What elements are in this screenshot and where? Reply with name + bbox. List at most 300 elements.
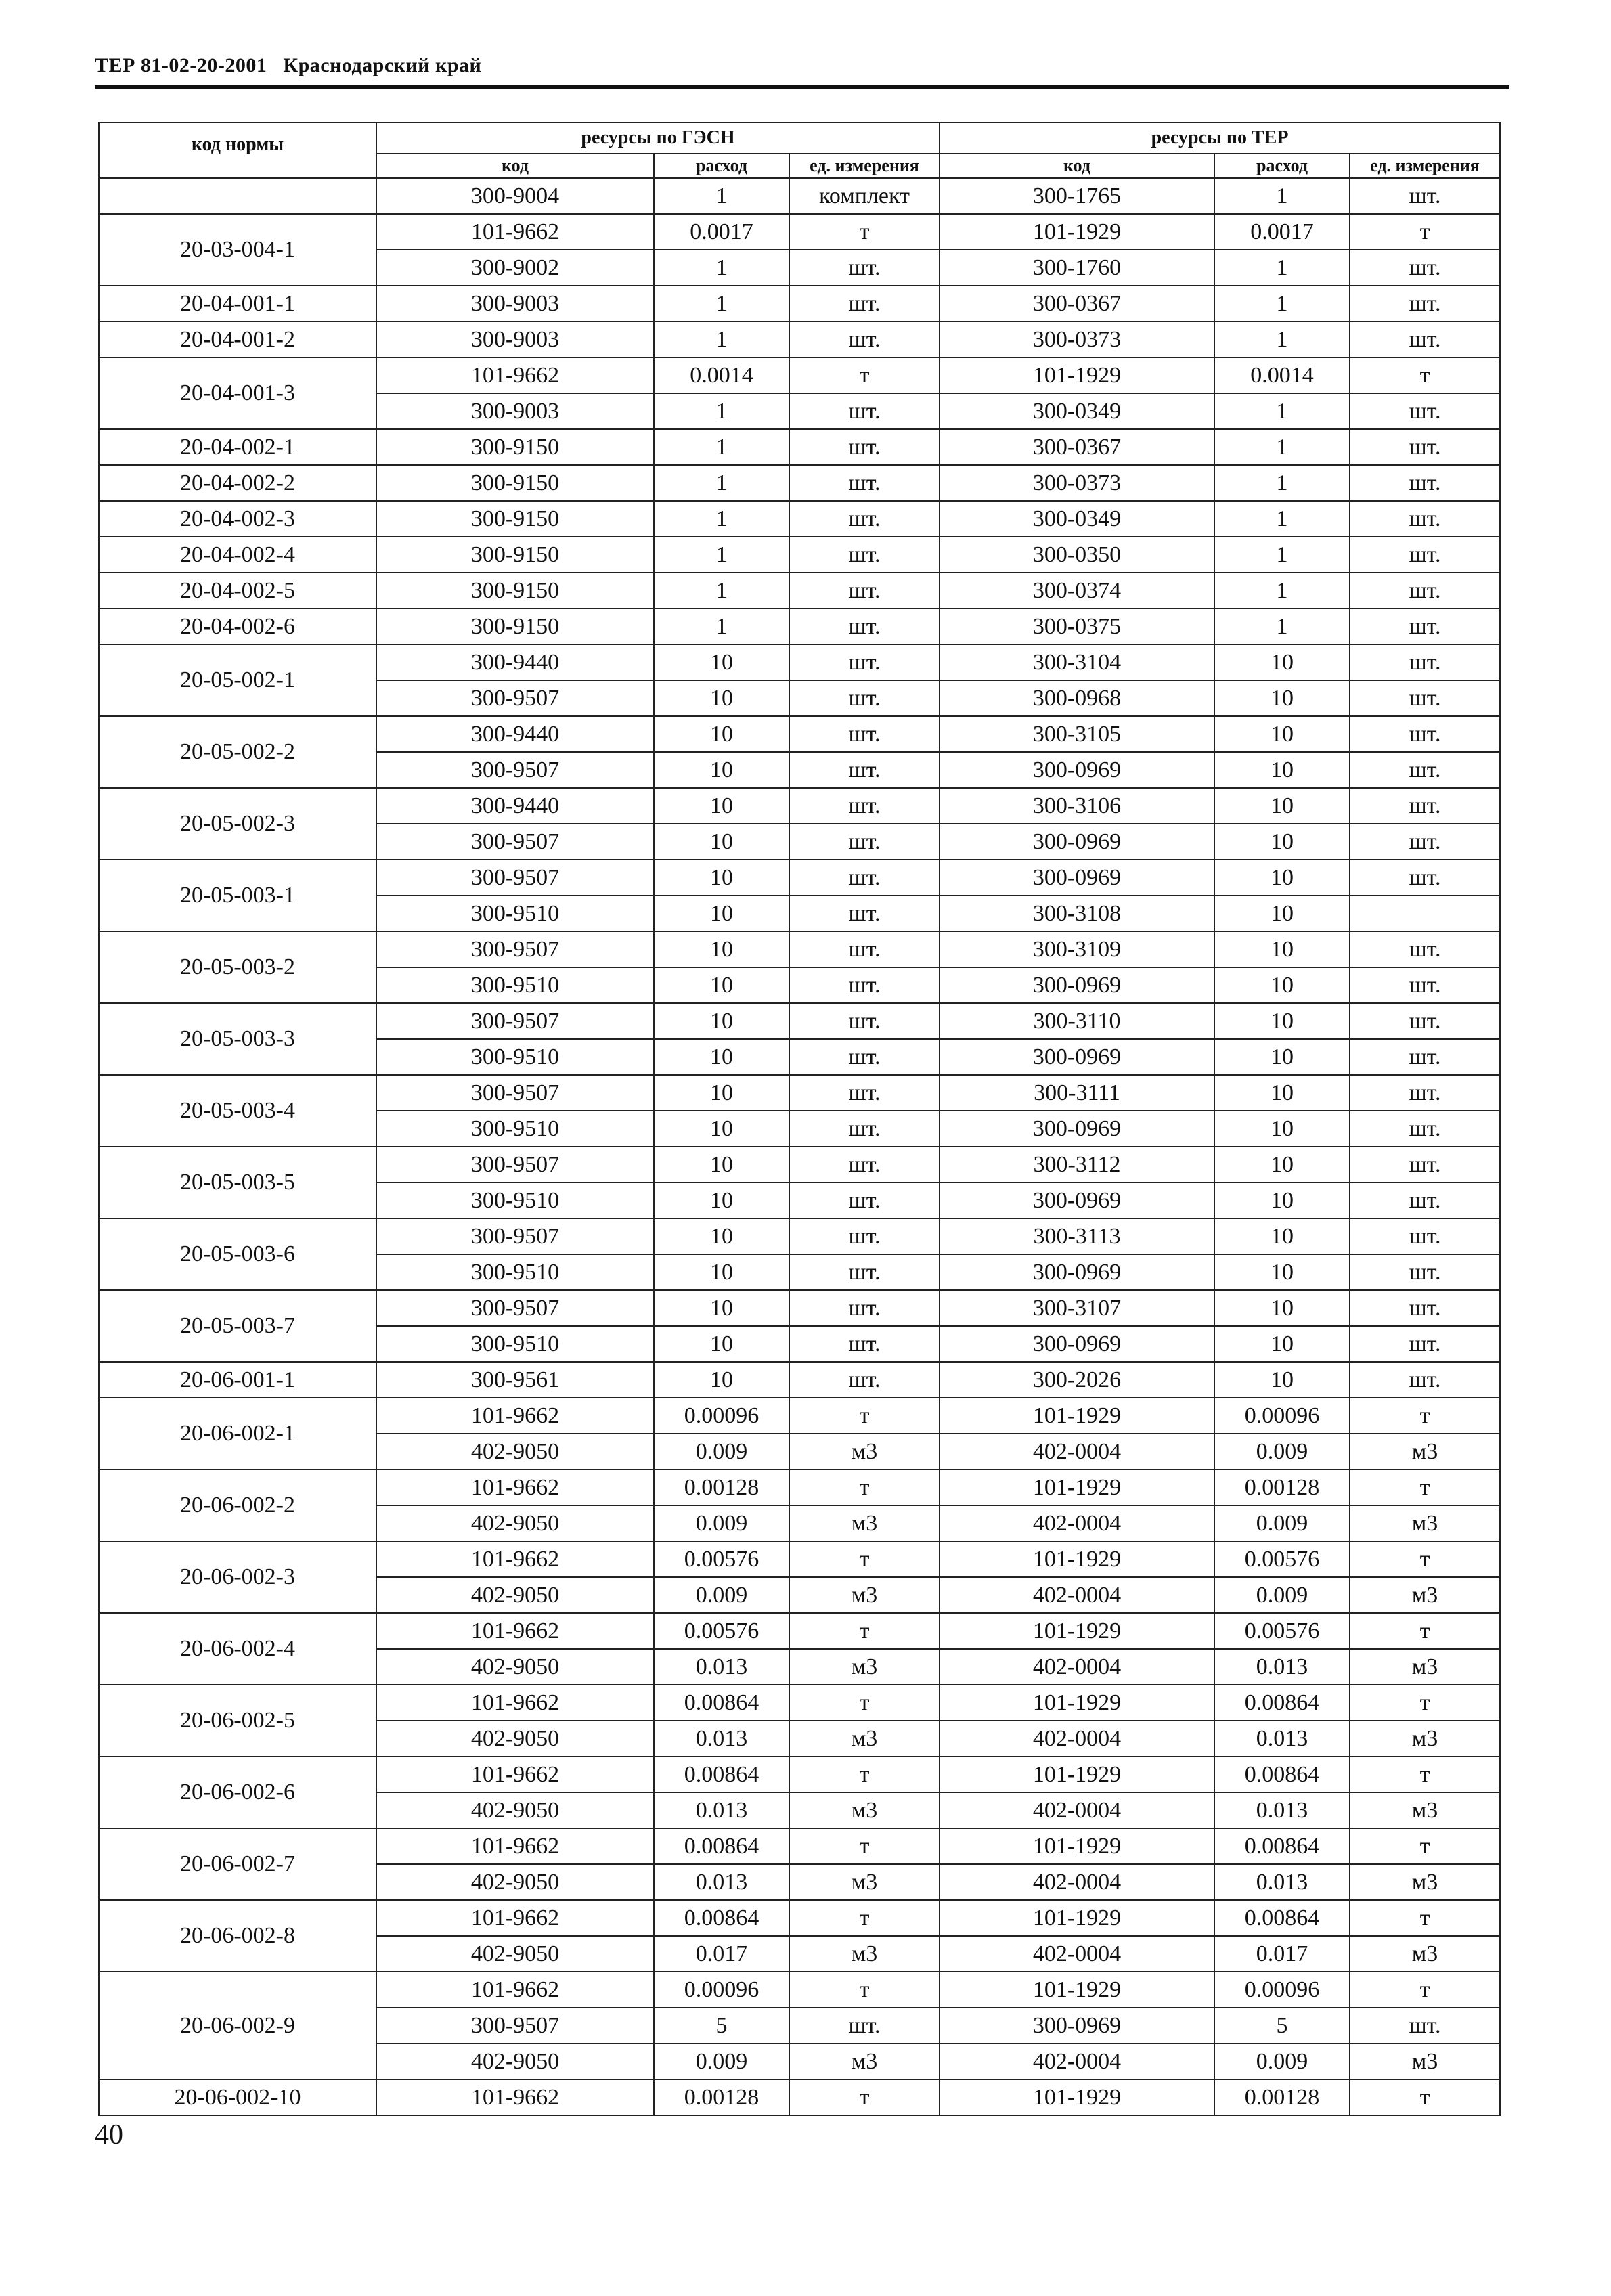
ter-code-cell: 101-1929 xyxy=(940,1470,1214,1505)
ter-unit-cell: шт. xyxy=(1350,824,1500,860)
ter-code-cell: 300-0969 xyxy=(940,1111,1214,1147)
ter-rate-cell: 1 xyxy=(1214,178,1350,214)
gesn-code-cell: 101-9662 xyxy=(376,1541,654,1577)
gesn-rate-cell: 10 xyxy=(654,788,789,824)
gesn-rate-cell: 0.009 xyxy=(654,2044,789,2079)
gesn-unit-cell: т xyxy=(789,1757,940,1792)
ter-code-cell: 402-0004 xyxy=(940,1649,1214,1685)
ter-unit-cell: шт. xyxy=(1350,465,1500,501)
ter-code-cell: 300-0375 xyxy=(940,609,1214,644)
ter-code-cell: 101-1929 xyxy=(940,1613,1214,1649)
norm-code-cell: 20-05-002-2 xyxy=(99,716,376,788)
gesn-rate-cell: 10 xyxy=(654,824,789,860)
ter-code-cell: 402-0004 xyxy=(940,2044,1214,2079)
gesn-rate-cell: 0.013 xyxy=(654,1792,789,1828)
ter-code-cell: 402-0004 xyxy=(940,1864,1214,1900)
gesn-code-cell: 300-9003 xyxy=(376,393,654,429)
gesn-rate-cell: 10 xyxy=(654,1254,789,1290)
ter-rate-header: расход xyxy=(1214,154,1350,178)
ter-rate-cell: 0.00864 xyxy=(1214,1900,1350,1936)
gesn-rate-cell: 0.00128 xyxy=(654,1470,789,1505)
ter-rate-cell: 10 xyxy=(1214,860,1350,896)
ter-unit-cell: м3 xyxy=(1350,1792,1500,1828)
norm-code-cell: 20-06-002-3 xyxy=(99,1541,376,1613)
gesn-rate-cell: 0.00096 xyxy=(654,1972,789,2008)
gesn-unit-cell: т xyxy=(789,1470,940,1505)
table-row xyxy=(99,1147,1500,1183)
table-row xyxy=(99,1398,1500,1434)
gesn-unit-cell: шт. xyxy=(789,931,940,967)
ter-code-cell: 101-1929 xyxy=(940,1828,1214,1864)
ter-unit-cell: шт. xyxy=(1350,1290,1500,1326)
gesn-code-cell: 101-9662 xyxy=(376,1757,654,1792)
gesn-code-cell: 300-9150 xyxy=(376,429,654,465)
gesn-rate-cell: 0.0014 xyxy=(654,357,789,393)
gesn-code-cell: 300-9150 xyxy=(376,537,654,573)
gesn-rate-cell: 1 xyxy=(654,393,789,429)
ter-unit-cell: шт. xyxy=(1350,1147,1500,1183)
gesn-unit-cell: т xyxy=(789,2079,940,2115)
gesn-unit-cell: шт. xyxy=(789,250,940,286)
ter-code-cell: 300-0969 xyxy=(940,2008,1214,2044)
table-row xyxy=(99,357,1500,393)
ter-code-cell: 300-0350 xyxy=(940,537,1214,573)
gesn-unit-cell: шт. xyxy=(789,788,940,824)
gesn-rate-cell: 1 xyxy=(654,178,789,214)
ter-code-cell: 300-0969 xyxy=(940,752,1214,788)
gesn-rate-cell: 0.013 xyxy=(654,1864,789,1900)
gesn-rate-cell: 0.017 xyxy=(654,1936,789,1972)
ter-rate-cell: 1 xyxy=(1214,393,1350,429)
ter-group-header: ресурсы по ТЕР xyxy=(940,123,1500,154)
ter-code-cell: 300-3106 xyxy=(940,788,1214,824)
table-row xyxy=(99,178,1500,214)
gesn-unit-cell: т xyxy=(789,1613,940,1649)
table-row xyxy=(99,1218,1500,1254)
gesn-rate-cell: 10 xyxy=(654,680,789,716)
gesn-code-cell: 101-9662 xyxy=(376,1613,654,1649)
gesn-code-cell: 300-9440 xyxy=(376,644,654,680)
gesn-code-header: код xyxy=(376,154,654,178)
norm-code-cell: 20-04-001-2 xyxy=(99,322,376,357)
gesn-rate-cell: 10 xyxy=(654,1111,789,1147)
ter-rate-cell: 0.017 xyxy=(1214,1936,1350,1972)
ter-unit-cell: м3 xyxy=(1350,1936,1500,1972)
ter-unit-cell xyxy=(1350,896,1500,931)
gesn-code-cell: 300-9004 xyxy=(376,178,654,214)
page-number: 40 xyxy=(95,2119,123,2150)
ter-rate-cell: 0.00864 xyxy=(1214,1757,1350,1792)
gesn-unit-cell: шт. xyxy=(789,752,940,788)
gesn-code-cell: 300-9507 xyxy=(376,1003,654,1039)
ter-unit-cell: т xyxy=(1350,357,1500,393)
ter-unit-cell: шт. xyxy=(1350,178,1500,214)
ter-unit-cell: м3 xyxy=(1350,1577,1500,1613)
ter-unit-cell: шт. xyxy=(1350,1362,1500,1398)
gesn-rate-cell: 1 xyxy=(654,250,789,286)
gesn-code-cell: 402-9050 xyxy=(376,1721,654,1757)
gesn-unit-cell: шт. xyxy=(789,465,940,501)
ter-unit-cell: шт. xyxy=(1350,680,1500,716)
gesn-code-cell: 402-9050 xyxy=(376,1505,654,1541)
gesn-rate-cell: 10 xyxy=(654,1326,789,1362)
ter-code-cell: 101-1929 xyxy=(940,1972,1214,2008)
gesn-rate-cell: 10 xyxy=(654,1003,789,1039)
norm-code-cell: 20-05-003-5 xyxy=(99,1147,376,1218)
ter-unit-cell: т xyxy=(1350,1757,1500,1792)
gesn-rate-cell: 0.009 xyxy=(654,1577,789,1613)
gesn-unit-cell: т xyxy=(789,1541,940,1577)
ter-code-cell: 300-0969 xyxy=(940,1326,1214,1362)
gesn-unit-cell: м3 xyxy=(789,2044,940,2079)
norm-code-header: код нормы xyxy=(99,123,376,178)
norm-code-cell: 20-05-003-4 xyxy=(99,1075,376,1147)
ter-unit-cell: м3 xyxy=(1350,1434,1500,1470)
gesn-unit-cell: шт. xyxy=(789,644,940,680)
gesn-unit-cell: шт. xyxy=(789,1111,940,1147)
gesn-rate-cell: 1 xyxy=(654,501,789,537)
table-row xyxy=(99,1075,1500,1111)
ter-code-cell: 300-3111 xyxy=(940,1075,1214,1111)
gesn-rate-cell: 0.013 xyxy=(654,1721,789,1757)
norm-code-cell: 20-05-003-6 xyxy=(99,1218,376,1290)
gesn-unit-cell: шт. xyxy=(789,1362,940,1398)
ter-rate-cell: 1 xyxy=(1214,573,1350,609)
norm-code-cell: 20-06-002-10 xyxy=(99,2079,376,2115)
ter-code-cell: 300-0373 xyxy=(940,465,1214,501)
table-row xyxy=(99,1613,1500,1649)
norm-code-cell: 20-05-003-2 xyxy=(99,931,376,1003)
ter-unit-cell: т xyxy=(1350,1900,1500,1936)
gesn-rate-cell: 10 xyxy=(654,716,789,752)
gesn-unit-cell: шт. xyxy=(789,680,940,716)
gesn-code-cell: 300-9150 xyxy=(376,609,654,644)
gesn-code-cell: 101-9662 xyxy=(376,214,654,250)
ter-rate-cell: 0.009 xyxy=(1214,1434,1350,1470)
gesn-rate-cell: 0.013 xyxy=(654,1649,789,1685)
ter-rate-cell: 1 xyxy=(1214,537,1350,573)
ter-rate-cell: 10 xyxy=(1214,1362,1350,1398)
gesn-rate-cell: 0.0017 xyxy=(654,214,789,250)
ter-unit-cell: шт. xyxy=(1350,752,1500,788)
gesn-unit-cell: м3 xyxy=(789,1434,940,1470)
ter-rate-cell: 5 xyxy=(1214,2008,1350,2044)
norm-code-cell: 20-05-003-3 xyxy=(99,1003,376,1075)
ter-rate-cell: 10 xyxy=(1214,1147,1350,1183)
ter-code-cell: 101-1929 xyxy=(940,1685,1214,1721)
table-row xyxy=(99,716,1500,752)
table-row xyxy=(99,429,1500,465)
ter-rate-cell: 0.00128 xyxy=(1214,1470,1350,1505)
ter-code-cell: 300-3108 xyxy=(940,896,1214,931)
gesn-rate-cell: 1 xyxy=(654,609,789,644)
ter-code-cell: 101-1929 xyxy=(940,214,1214,250)
norm-code-cell xyxy=(99,178,376,214)
norm-code-cell: 20-05-003-1 xyxy=(99,860,376,931)
ter-code-cell: 402-0004 xyxy=(940,1577,1214,1613)
gesn-unit-cell: шт. xyxy=(789,1075,940,1111)
ter-rate-cell: 0.00096 xyxy=(1214,1972,1350,2008)
ter-unit-cell: шт. xyxy=(1350,609,1500,644)
ter-unit-cell: шт. xyxy=(1350,1254,1500,1290)
gesn-unit-cell: т xyxy=(789,1828,940,1864)
gesn-code-cell: 300-9510 xyxy=(376,1183,654,1218)
gesn-unit-cell: м3 xyxy=(789,1721,940,1757)
norm-code-cell: 20-06-002-5 xyxy=(99,1685,376,1757)
gesn-unit-cell: шт. xyxy=(789,1218,940,1254)
gesn-code-cell: 300-9510 xyxy=(376,896,654,931)
table-row xyxy=(99,1757,1500,1792)
gesn-unit-cell: т xyxy=(789,1900,940,1936)
table-row xyxy=(99,2079,1500,2115)
norm-code-cell: 20-04-002-6 xyxy=(99,609,376,644)
ter-code-cell: 300-3105 xyxy=(940,716,1214,752)
gesn-code-cell: 300-9003 xyxy=(376,286,654,322)
ter-rate-cell: 0.013 xyxy=(1214,1864,1350,1900)
norm-code-cell: 20-06-002-1 xyxy=(99,1398,376,1470)
ter-code-cell: 101-1929 xyxy=(940,1398,1214,1434)
gesn-unit-cell: шт. xyxy=(789,429,940,465)
gesn-unit-cell: шт. xyxy=(789,1290,940,1326)
gesn-code-cell: 101-9662 xyxy=(376,1685,654,1721)
ter-code-cell: 300-0969 xyxy=(940,860,1214,896)
ter-code-cell: 300-0969 xyxy=(940,967,1214,1003)
table-row xyxy=(99,573,1500,609)
ter-unit-cell: шт. xyxy=(1350,1183,1500,1218)
gesn-code-cell: 300-9507 xyxy=(376,1290,654,1326)
table-row xyxy=(99,644,1500,680)
gesn-code-cell: 300-9150 xyxy=(376,501,654,537)
gesn-code-cell: 402-9050 xyxy=(376,2044,654,2079)
gesn-code-cell: 300-9510 xyxy=(376,1111,654,1147)
gesn-code-cell: 101-9662 xyxy=(376,1900,654,1936)
gesn-rate-cell: 10 xyxy=(654,1183,789,1218)
ter-code-cell: 300-1765 xyxy=(940,178,1214,214)
gesn-unit-cell: шт. xyxy=(789,1003,940,1039)
gesn-unit-cell: шт. xyxy=(789,2008,940,2044)
ter-code-cell: 402-0004 xyxy=(940,1792,1214,1828)
ter-unit-cell: шт. xyxy=(1350,573,1500,609)
norm-code-cell: 20-04-002-3 xyxy=(99,501,376,537)
table-row xyxy=(99,1290,1500,1326)
norm-code-cell: 20-06-002-4 xyxy=(99,1613,376,1685)
gesn-unit-cell: м3 xyxy=(789,1577,940,1613)
ter-unit-cell: шт. xyxy=(1350,967,1500,1003)
ter-code-cell: 402-0004 xyxy=(940,1434,1214,1470)
ter-code-cell: 300-3112 xyxy=(940,1147,1214,1183)
gesn-code-cell: 300-9507 xyxy=(376,860,654,896)
ter-rate-cell: 10 xyxy=(1214,896,1350,931)
ter-code-cell: 300-3109 xyxy=(940,931,1214,967)
ter-unit-cell: м3 xyxy=(1350,1721,1500,1757)
gesn-code-cell: 300-9510 xyxy=(376,1254,654,1290)
gesn-code-cell: 300-9150 xyxy=(376,465,654,501)
gesn-rate-cell: 1 xyxy=(654,322,789,357)
ter-rate-cell: 0.013 xyxy=(1214,1721,1350,1757)
ter-rate-cell: 0.00576 xyxy=(1214,1613,1350,1649)
ter-code-cell: 101-1929 xyxy=(940,2079,1214,2115)
gesn-rate-cell: 10 xyxy=(654,644,789,680)
ter-rate-cell: 10 xyxy=(1214,824,1350,860)
gesn-code-cell: 300-9440 xyxy=(376,788,654,824)
ter-rate-cell: 0.013 xyxy=(1214,1792,1350,1828)
gesn-unit-cell: шт. xyxy=(789,1326,940,1362)
gesn-unit-cell: т xyxy=(789,214,940,250)
norm-code-cell: 20-03-004-1 xyxy=(99,214,376,286)
gesn-rate-cell: 0.00096 xyxy=(654,1398,789,1434)
gesn-code-cell: 101-9662 xyxy=(376,1828,654,1864)
ter-rate-cell: 0.00096 xyxy=(1214,1398,1350,1434)
norm-code-cell: 20-06-002-2 xyxy=(99,1470,376,1541)
norm-code-cell: 20-04-002-5 xyxy=(99,573,376,609)
norm-code-cell: 20-04-001-3 xyxy=(99,357,376,429)
gesn-group-header: ресурсы по ГЭСН xyxy=(376,123,940,154)
table-row xyxy=(99,537,1500,573)
gesn-rate-cell: 10 xyxy=(654,1147,789,1183)
gesn-code-cell: 300-9507 xyxy=(376,752,654,788)
gesn-code-cell: 300-9002 xyxy=(376,250,654,286)
gesn-rate-cell: 1 xyxy=(654,429,789,465)
gesn-code-cell: 402-9050 xyxy=(376,1936,654,1972)
gesn-code-cell: 101-9662 xyxy=(376,2079,654,2115)
gesn-unit-cell: шт. xyxy=(789,322,940,357)
gesn-unit-cell: м3 xyxy=(789,1649,940,1685)
ter-unit-cell: шт. xyxy=(1350,393,1500,429)
gesn-rate-cell: 1 xyxy=(654,286,789,322)
gesn-code-cell: 300-9561 xyxy=(376,1362,654,1398)
ter-rate-cell: 0.009 xyxy=(1214,2044,1350,2079)
ter-unit-cell: т xyxy=(1350,1685,1500,1721)
ter-rate-cell: 0.00128 xyxy=(1214,2079,1350,2115)
ter-rate-cell: 0.00576 xyxy=(1214,1541,1350,1577)
norm-code-cell: 20-06-002-7 xyxy=(99,1828,376,1900)
gesn-rate-cell: 0.00128 xyxy=(654,2079,789,2115)
gesn-unit-cell: шт. xyxy=(789,1183,940,1218)
gesn-code-cell: 101-9662 xyxy=(376,1470,654,1505)
ter-code-cell: 402-0004 xyxy=(940,1505,1214,1541)
ter-rate-cell: 1 xyxy=(1214,286,1350,322)
ter-unit-cell: шт. xyxy=(1350,1111,1500,1147)
ter-rate-cell: 0.0017 xyxy=(1214,214,1350,250)
norm-code-cell: 20-06-002-8 xyxy=(99,1900,376,1972)
gesn-rate-cell: 0.00576 xyxy=(654,1613,789,1649)
norm-code-cell: 20-06-002-9 xyxy=(99,1972,376,2079)
gesn-unit-cell: т xyxy=(789,1685,940,1721)
ter-unit-cell: шт. xyxy=(1350,537,1500,573)
gesn-rate-cell: 1 xyxy=(654,465,789,501)
ter-rate-cell: 10 xyxy=(1214,1254,1350,1290)
norm-code-cell: 20-04-002-1 xyxy=(99,429,376,465)
ter-unit-cell: шт. xyxy=(1350,1039,1500,1075)
gesn-code-cell: 402-9050 xyxy=(376,1864,654,1900)
gesn-unit-cell: шт. xyxy=(789,501,940,537)
gesn-unit-cell: м3 xyxy=(789,1505,940,1541)
table-row xyxy=(99,465,1500,501)
gesn-code-cell: 300-9507 xyxy=(376,931,654,967)
gesn-code-cell: 402-9050 xyxy=(376,1434,654,1470)
gesn-rate-cell: 0.00576 xyxy=(654,1541,789,1577)
table-row xyxy=(99,1470,1500,1505)
ter-unit-cell: т xyxy=(1350,1398,1500,1434)
gesn-unit-cell: т xyxy=(789,1398,940,1434)
ter-unit-cell: шт. xyxy=(1350,716,1500,752)
ter-code-cell: 300-3110 xyxy=(940,1003,1214,1039)
table-row xyxy=(99,1362,1500,1398)
ter-code-cell: 101-1929 xyxy=(940,357,1214,393)
ter-code-cell: 300-3113 xyxy=(940,1218,1214,1254)
gesn-rate-cell: 0.00864 xyxy=(654,1757,789,1792)
ter-code-cell: 300-0367 xyxy=(940,286,1214,322)
ter-unit-cell: шт. xyxy=(1350,860,1500,896)
norm-code-cell: 20-04-002-4 xyxy=(99,537,376,573)
gesn-rate-cell: 1 xyxy=(654,537,789,573)
ter-unit-cell: т xyxy=(1350,1972,1500,2008)
gesn-rate-cell: 10 xyxy=(654,967,789,1003)
gesn-code-cell: 300-9510 xyxy=(376,967,654,1003)
ter-rate-cell: 10 xyxy=(1214,967,1350,1003)
ter-unit-cell: м3 xyxy=(1350,1864,1500,1900)
ter-unit-cell: шт. xyxy=(1350,2008,1500,2044)
region-name: Краснодарский край xyxy=(283,54,482,76)
ter-rate-cell: 1 xyxy=(1214,250,1350,286)
ter-rate-cell: 1 xyxy=(1214,609,1350,644)
ter-rate-cell: 10 xyxy=(1214,1075,1350,1111)
ter-code-cell: 300-3104 xyxy=(940,644,1214,680)
gesn-unit-cell: шт. xyxy=(789,609,940,644)
gesn-unit-cell: м3 xyxy=(789,1864,940,1900)
table-row xyxy=(99,931,1500,967)
gesn-unit-cell: шт. xyxy=(789,824,940,860)
ter-code-cell: 101-1929 xyxy=(940,1541,1214,1577)
table-row xyxy=(99,860,1500,896)
gesn-unit-cell: шт. xyxy=(789,860,940,896)
ter-unit-cell: шт. xyxy=(1350,250,1500,286)
ter-unit-cell: т xyxy=(1350,1828,1500,1864)
table-row xyxy=(99,501,1500,537)
ter-code-cell: 101-1929 xyxy=(940,1757,1214,1792)
ter-unit-cell: т xyxy=(1350,1613,1500,1649)
gesn-rate-cell: 10 xyxy=(654,1218,789,1254)
gesn-code-cell: 300-9507 xyxy=(376,680,654,716)
ter-rate-cell: 10 xyxy=(1214,752,1350,788)
ter-unit-cell: т xyxy=(1350,1470,1500,1505)
ter-unit-cell: шт. xyxy=(1350,931,1500,967)
ter-unit-cell: шт. xyxy=(1350,1218,1500,1254)
ter-code-cell: 300-0969 xyxy=(940,1254,1214,1290)
gesn-code-cell: 300-9440 xyxy=(376,716,654,752)
gesn-rate-cell: 0.009 xyxy=(654,1505,789,1541)
norm-code-cell: 20-05-002-3 xyxy=(99,788,376,860)
ter-code-cell: 300-0969 xyxy=(940,1183,1214,1218)
ter-code-cell: 300-0374 xyxy=(940,573,1214,609)
ter-code-cell: 300-2026 xyxy=(940,1362,1214,1398)
gesn-code-cell: 300-9507 xyxy=(376,1075,654,1111)
gesn-rate-cell: 10 xyxy=(654,896,789,931)
ter-unit-cell: шт. xyxy=(1350,1003,1500,1039)
gesn-unit-cell: шт. xyxy=(789,896,940,931)
ter-rate-cell: 1 xyxy=(1214,322,1350,357)
table-row xyxy=(99,1003,1500,1039)
gesn-rate-cell: 0.00864 xyxy=(654,1828,789,1864)
ter-code-cell: 101-1929 xyxy=(940,1900,1214,1936)
gesn-unit-cell: м3 xyxy=(789,1792,940,1828)
ter-rate-cell: 10 xyxy=(1214,931,1350,967)
gesn-unit-cell: шт. xyxy=(789,573,940,609)
gesn-code-cell: 402-9050 xyxy=(376,1577,654,1613)
gesn-unit-cell: комплект xyxy=(789,178,940,214)
ter-code-cell: 300-0367 xyxy=(940,429,1214,465)
gesn-unit-cell: шт. xyxy=(789,537,940,573)
